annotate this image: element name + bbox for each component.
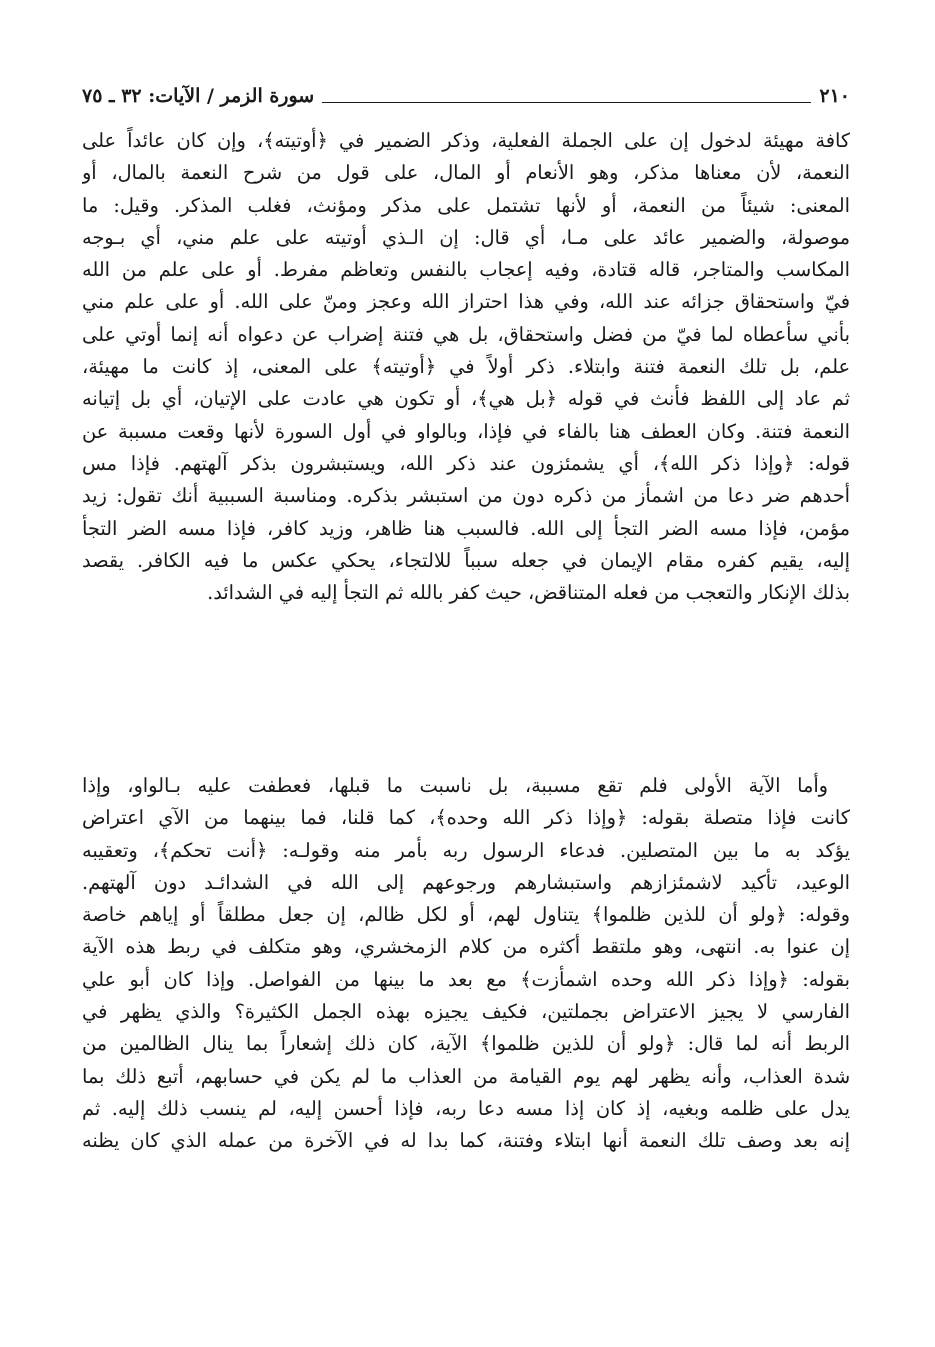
- paragraph-2: [82, 770, 850, 1158]
- paragraph-1: [82, 125, 850, 609]
- text-line: إنه بعد وصف تلك النعمة أنها ابتلاء وفتنة، كما بدا له في الآخرة من عمله الذي كان يظنه: [82, 1129, 850, 1153]
- text-line: كانت فإذا متصلة بقوله: ﴿وإذا ذكر الله وحده﴾، كما قلنا، فما بينهما من الآي اعتراض: [82, 806, 850, 830]
- text-line: بذلك الإنكار والتعجب من فعله المتناقض، حيث كفر بالله ثم التجأ إليه في الشدائد.: [207, 581, 850, 605]
- text-line: شدة العذاب، وأنه يظهر لهم يوم القيامة من العذاب ما لم يكن في حسابهم، أتبع ذلك بما: [82, 1064, 850, 1088]
- page-header: [82, 82, 850, 112]
- text-line: قوله: ﴿وإذا ذكر الله﴾، أي يشمئزون عند ذكر الله، ويستبشرون بذكر آلهتهم. فإذا مس: [82, 451, 850, 475]
- page-number: ٢١٠: [819, 85, 850, 107]
- text-line: الربط أنه لما قال: ﴿ولو أن للذين ظلموا﴾ الآية، كان ذلك إشعاراً بما ينال الظالمين من: [82, 1032, 850, 1056]
- text-line: الفارسي لا يجيز الاعتراض بجملتين، فكيف يجيزه بهذه الجمل الكثيرة؟ والذي يظهر في: [82, 1000, 850, 1024]
- text-line: مؤمن، فإذا مسه الضر التجأ إلى الله. فالسبب هنا ظاهر، وزيد كافر، فإذا مسه الضر التجأ: [82, 516, 850, 540]
- surah-title: سورة الزمر / الآيات: ٣٢ ـ ٧٥: [82, 85, 315, 107]
- text-line: فيّ واستحقاق جزائه عند الله، وفي هذا احتراز الله وعجز ومنّ على الله. أو على علم مني: [82, 290, 850, 314]
- text-line: أحدهم ضر دعا من اشمأز من ذكره دون من استبشر بذكره. ومناسبة السببية أنك تقول: زيد: [82, 484, 850, 508]
- text-line: الوعيد، تأكيد لاشمئزازهم واستبشارهم ورجوعهم إلى الله في الشدائـد دون آلهتهم.: [82, 870, 850, 894]
- text-line: يدل على ظلمه وبغيه، إذ كان إذا مسه دعا ربه، فإذا أحسن إليه، لم ينسب ذلك إليه. ثم: [82, 1096, 850, 1120]
- text-line: كافة مهيئة لدخول إن على الجملة الفعلية، وذكر الضمير في ﴿أوتيته﴾، وإن كان عائداً على: [82, 129, 850, 152]
- text-line: يؤكد به ما بين المتصلين. فدعاء الرسول ربه بأمر منه وقولـه: ﴿أنت تحكم﴾، وتعقيبه: [82, 838, 850, 862]
- text-line: وقوله: ﴿ولو أن للذين ظلموا﴾ يتناول لهم، أو لكل ظالم، إن جعل مطلقاً أو إياهم خاصة: [82, 903, 850, 927]
- text-line: المعنى: شيئاً من النعمة، أو لأنها تشتمل على مذكر ومؤنث، فغلب المذكر. وقيل: ما: [82, 193, 850, 217]
- header-rule: [322, 102, 811, 103]
- text-line: النعمة، لأن معناها مذكر، وهو الأنعام أو المال، على قول من شرح النعمة بالمال، أو: [82, 161, 850, 185]
- text-line: وأما الآية الأولى فلم تقع مسببة، بل ناسبت ما قبلها، فعطفت عليه بـالواو، وإذا: [82, 774, 828, 797]
- text-line: المكاسب والمتاجر، قاله قتادة، وفيه إعجاب بالنفس وتعاظم مفرط. أو على علم من الله: [82, 258, 850, 282]
- text-line: موصولة، والضمير عائد على مـا، أي قال: إن الـذي أوتيته على علم مني، أي بـوجه: [82, 225, 850, 249]
- text-line: إن عنوا به. انتهى، وهو ملتقط أكثره من كلام الزمخشري، وهو متكلف في ربط هذه الآية: [82, 935, 850, 959]
- text-line: بأني سأعطاه لما فيّ من فضل واستحقاق، بل هي فتنة إضراب عن دعواه أنه إنما أوتي على: [82, 322, 850, 346]
- text-line: إليه، يقيم كفره مقام الإيمان في جعله سبباً للالتجاء، يحكي عكس ما فيه الكافر. يقصد: [82, 548, 850, 572]
- text-line: بقوله: ﴿وإذا ذكر الله وحده اشمأزت﴾ مع بعد ما بينها من الفواصل. وإذا كان أبو علي: [82, 967, 850, 991]
- text-line: ثم عاد إلى اللفظ فأنث في قوله ﴿بل هي﴾، أو تكون هي عادت على الإتيان، أي بل إتيانه: [82, 387, 850, 411]
- text-line: النعمة فتنة. وكان العطف هنا بالفاء في فإذا، وبالواو في أول السورة لأنها وقعت مسببة عن: [82, 419, 850, 443]
- text-line: علم، بل تلك النعمة فتنة وابتلاء. ذكر أولاً في ﴿أوتيته﴾ على المعنى، إذ كانت ما مهيئة،: [82, 355, 850, 379]
